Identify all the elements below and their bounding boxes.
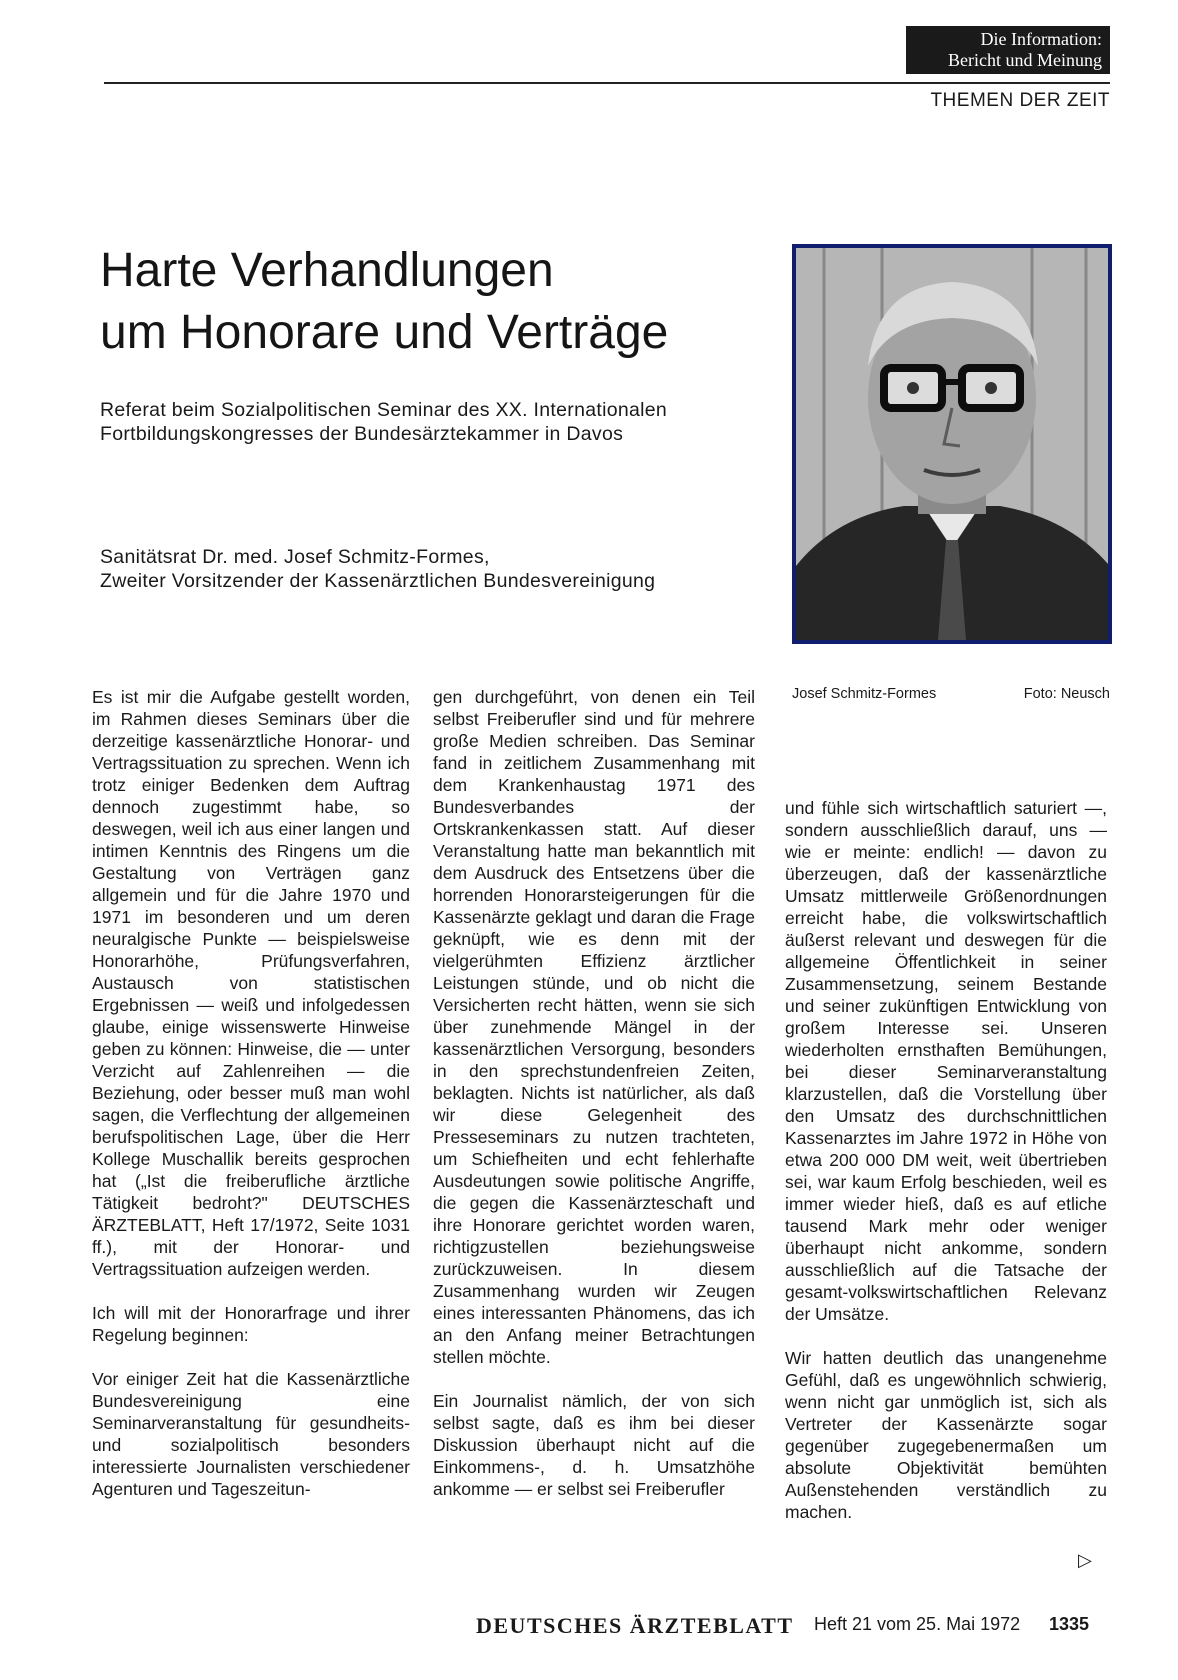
article-subtitle (100, 398, 780, 446)
paragraph: Ein Journalist nämlich, der von sich selbst sagte, daß es ihm bei dieser Diskussion überhaupt nicht auf die Einkommens-, d. h. Umsatzhöhe ankomme — er selbst sei Freiberufler (433, 1391, 755, 1499)
paragraph: Ich will mit der Honorarfrage und ihrer Regelung beginnen: (92, 1303, 410, 1345)
author-byline (100, 545, 760, 593)
title-line-1: Harte Verhandlungen (100, 244, 554, 297)
author-portrait (792, 244, 1112, 644)
badge-line-2: Bericht und Meinung (948, 50, 1102, 70)
body-column-3 (785, 797, 1107, 1545)
section-label: THEMEN DER ZEIT (930, 90, 1110, 111)
footer-journal-name: DEUTSCHES ÄRZTEBLATT (476, 1613, 794, 1638)
body-column-1 (92, 686, 410, 1522)
subtitle-line-1: Referat beim Sozialpolitischen Seminar des XX. Internationalen (100, 399, 668, 421)
paragraph: und fühle sich wirtschaftlich saturiert —, sondern ausschließlich darauf, uns — wie er meinte: endlich! — davon zu überzeugen, daß der kassenärztliche Umsatz mittlerweile Größenordnungen erreicht habe, die volkswirtschaftlich äußerst relevant und deswegen für die allgemeine Öffentlichkeit in seiner Zusammensetzung, seinem Bestande und seiner zukünftigen Entwicklung von großem Interesse sei. Unseren wiederholten ernsthaften Bemühungen, bei dieser Seminarveranstaltung klarzustellen, daß die Vorstellung über den Umsatz des durchschnittlichen Kassenarztes im Jahre 1972 in Höhe von etwa 200 000 DM weit, weit übertrieben sei, war kaum Erfolg beschieden, weil es immer wieder hieß, daß es auf etliche tausend Mark mehr oder weniger überhaupt nicht ankomme, sondern ausschließlich auf die Tatsache der gesamt-volkswirtschaftlichen Relevanz der Umsätze. (785, 798, 1107, 1324)
continue-arrow-icon: ▷ (1078, 1550, 1092, 1570)
section-badge (906, 26, 1110, 74)
author-role: Zweiter Vorsitzender der Kassenärztlichen Bundesvereinigung (100, 570, 656, 592)
paragraph: Wir hatten deutlich das unangenehme Gefühl, daß es ungewöhnlich schwierig, wenn nicht gar unmöglich ist, sich als Vertreter der Kassenärzte sogar gegenüber zugegebenermaßen um absolute Objektivität bemühten Außenstehenden verständlich zu machen. (785, 1348, 1107, 1522)
badge-line-1: Die Information: (980, 29, 1102, 49)
body-column-2 (433, 686, 755, 1522)
paragraph: Es ist mir die Aufgabe gestellt worden, im Rahmen dieses Seminars über die derzeitige kassenärztliche Honorar- und Vertragssituation zu sprechen. Wenn ich trotz einiger Bedenken dem Auftrag dennoch zugestimmt habe, so deswegen, weil ich aus einer langen und intimen Kenntnis des Ringens um die Gestaltung von Verträgen ganz allgemein und für die Jahre 1970 und 1971 im besonderen und um deren neuralgische Punkte — beispielsweise Honorarhöhe, Prüfungsverfahren, Austausch von statistischen Ergebnissen — weiß und infolgedessen glaube, einige wissenswerte Hinweise geben zu können: Hinweise, die — unter Verzicht auf Zahlenreihen — die Beziehung, oder besser muß man wohl sagen, die Verflechtung der allgemeinen berufspolitischen Lage, über die Herr Kollege Muschallik bereits gesprochen hat („Ist die freiberufliche ärztliche Tätigkeit bedroht?" DEUTSCHES ÄRZTEBLATT, Heft 17/1972, Seite 1031 ff.), mit der Honorar- und Vertragssituation aufzeigen werden. (92, 687, 410, 1279)
author-name: Sanitätsrat Dr. med. Josef Schmitz-Formes, (100, 546, 490, 568)
caption-name: Josef Schmitz-Formes (792, 686, 937, 702)
caption-credit: Foto: Neusch (1023, 686, 1110, 702)
paragraph: gen durchgeführt, von denen ein Teil selbst Freiberufler sind und für mehrere große Medien schreiben. Das Seminar fand in zeitlichem Zusammenhang mit dem Krankenhaustag 1971 des Bundesverbandes der Ortskrankenkassen statt. Auf dieser Veranstaltung hatte man bekanntlich mit dem Ausdruck des Entsetzens über die horrenden Honorarsteigerungen für die Kassenärzte geklagt und daran die Frage geknüpft, wie es denn mit der vielgerühmten Effizienz ärztlicher Leistungen stünde, und ob nicht die Versicherten recht hätten, wenn sie sich über zunehmende Mängel in der kassenärztlichen Versorgung, besonders in den sprechstundenfreien Zeiten, beklagten. Nichts ist natürlicher, als daß wir diese Gelegenheit des Presseseminars zu nutzen trachteten, um Schiefheiten und echt fehlerhafte Ausdeutungen sowie politische Angriffe, die gegen die Kassenärzteschaft und ihre Honorare gerichtet worden waren, richtigzustellen beziehungsweise zurückzuweisen. In diesem Zusammenhang wurden wir Zeugen eines interessanten Phänomens, das ich an den Anfang meiner Betrachtungen stellen möchte. (433, 687, 755, 1367)
paragraph: Vor einiger Zeit hat die Kassenärztliche Bundesvereinigung eine Seminarveranstaltung für gesundheits- und sozialpolitisch besonders interessierte Journalisten verschiedener Agenturen und Tageszeitun- (92, 1369, 410, 1499)
subtitle-line-2: Fortbildungskongresses der Bundesärztekammer in Davos (100, 423, 624, 445)
page-number: 1335 (1049, 1614, 1090, 1634)
header-rule (104, 82, 1110, 84)
portrait-image (796, 248, 1108, 640)
title-line-2: um Honorare und Verträge (100, 306, 669, 359)
footer-issue: Heft 21 vom 25. Mai 1972 (814, 1614, 1021, 1634)
article-title (100, 240, 760, 364)
